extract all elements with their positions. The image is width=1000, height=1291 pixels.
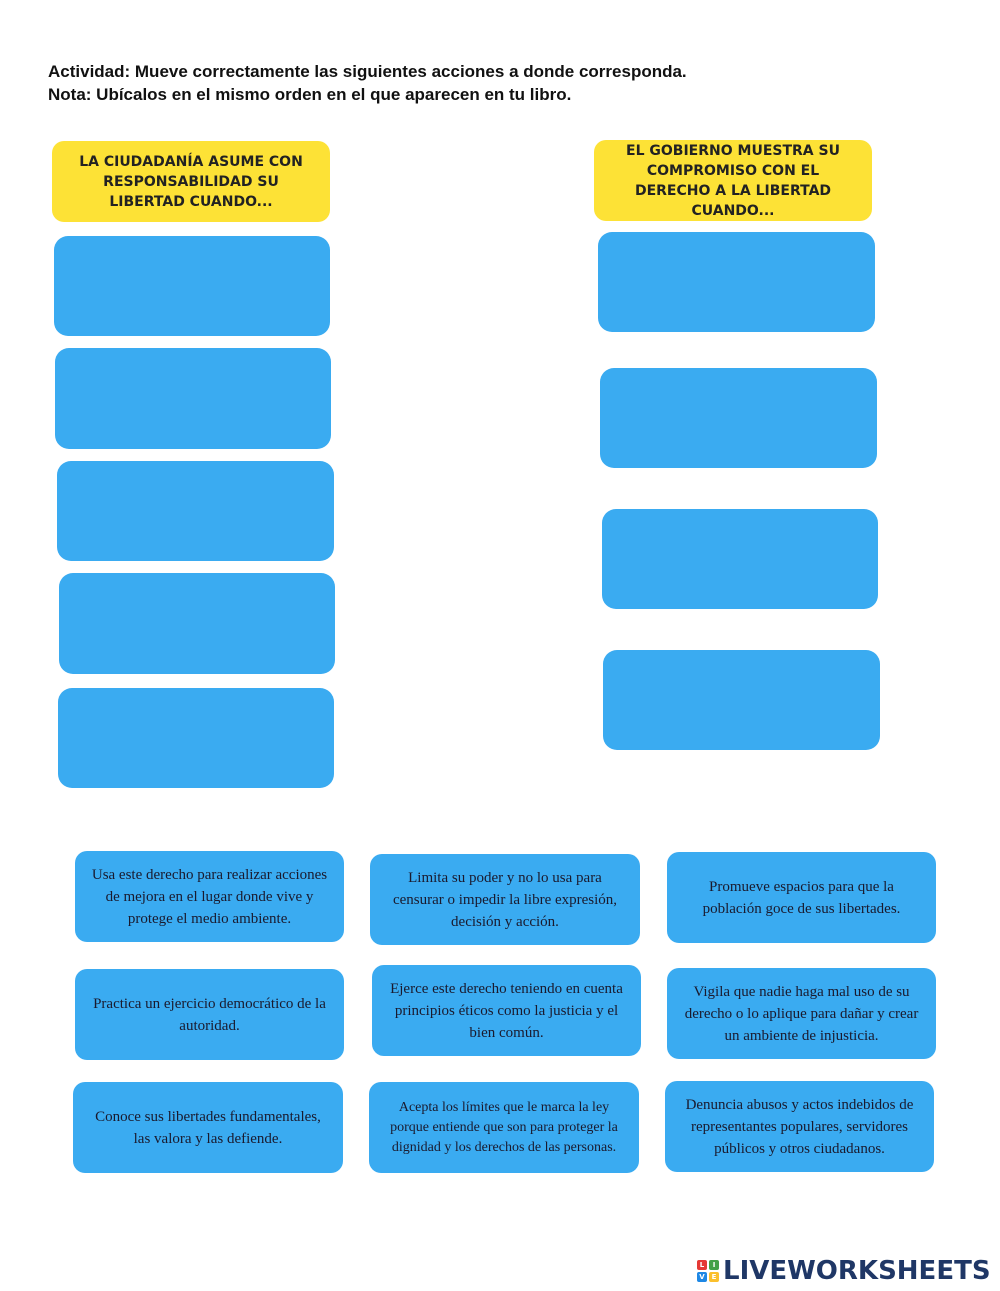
answer-card[interactable]: Promueve espacios para que la población goce de sus libertades.: [667, 852, 936, 943]
answer-card[interactable]: Denuncia abusos y actos indebidos de representantes populares, servidores públicos y otros ciudadanos.: [665, 1081, 934, 1172]
instructions: [48, 60, 687, 106]
left-drop-slot[interactable]: [59, 573, 335, 674]
left-drop-slot[interactable]: [57, 461, 334, 561]
right-drop-slot[interactable]: [600, 368, 877, 468]
right-drop-slot[interactable]: [598, 232, 875, 332]
answer-card[interactable]: Vigila que nadie haga mal uso de su derecho o lo aplique para dañar y crear un ambiente de injusticia.: [667, 968, 936, 1059]
answer-card[interactable]: Practica un ejercicio democrático de la autoridad.: [75, 969, 344, 1060]
left-drop-slot[interactable]: [58, 688, 334, 788]
right-drop-slot[interactable]: [602, 509, 878, 609]
answer-card[interactable]: Conoce sus libertades fundamentales, las valora y las defiende.: [73, 1082, 343, 1173]
answer-card[interactable]: Acepta los límites que le marca la ley porque entiende que son para proteger la dignidad y los derechos de las personas.: [369, 1082, 639, 1173]
liveworksheets-logo: [697, 1255, 991, 1287]
left-drop-slot[interactable]: [55, 348, 331, 449]
liveworksheets-logo-icon: L I V E: [697, 1260, 719, 1282]
right-drop-slot[interactable]: [603, 650, 880, 750]
answer-card[interactable]: Usa este derecho para realizar acciones de mejora en el lugar donde vive y protege el medio ambiente.: [75, 851, 344, 942]
answer-card[interactable]: Ejerce este derecho teniendo en cuenta principios éticos como la justicia y el bien común.: [372, 965, 641, 1056]
left-drop-slot[interactable]: [54, 236, 330, 336]
answer-card[interactable]: Limita su poder y no lo usa para censurar o impedir la libre expresión, decisión y acción.: [370, 854, 640, 945]
left-column-header: LA CIUDADANÍA ASUME CON RESPONSABILIDAD SU LIBERTAD CUANDO...: [52, 141, 330, 222]
instruction-note: Nota: Ubícalos en el mismo orden en el que aparecen en tu libro.: [48, 85, 572, 104]
right-column-header: EL GOBIERNO MUESTRA SU COMPROMISO CON EL DERECHO A LA LIBERTAD CUANDO...: [594, 140, 872, 221]
logo-text: LIVEWORKSHEETS: [723, 1256, 991, 1286]
instruction-activity: Actividad: Mueve correctamente las siguientes acciones a donde corresponda.: [48, 62, 687, 81]
